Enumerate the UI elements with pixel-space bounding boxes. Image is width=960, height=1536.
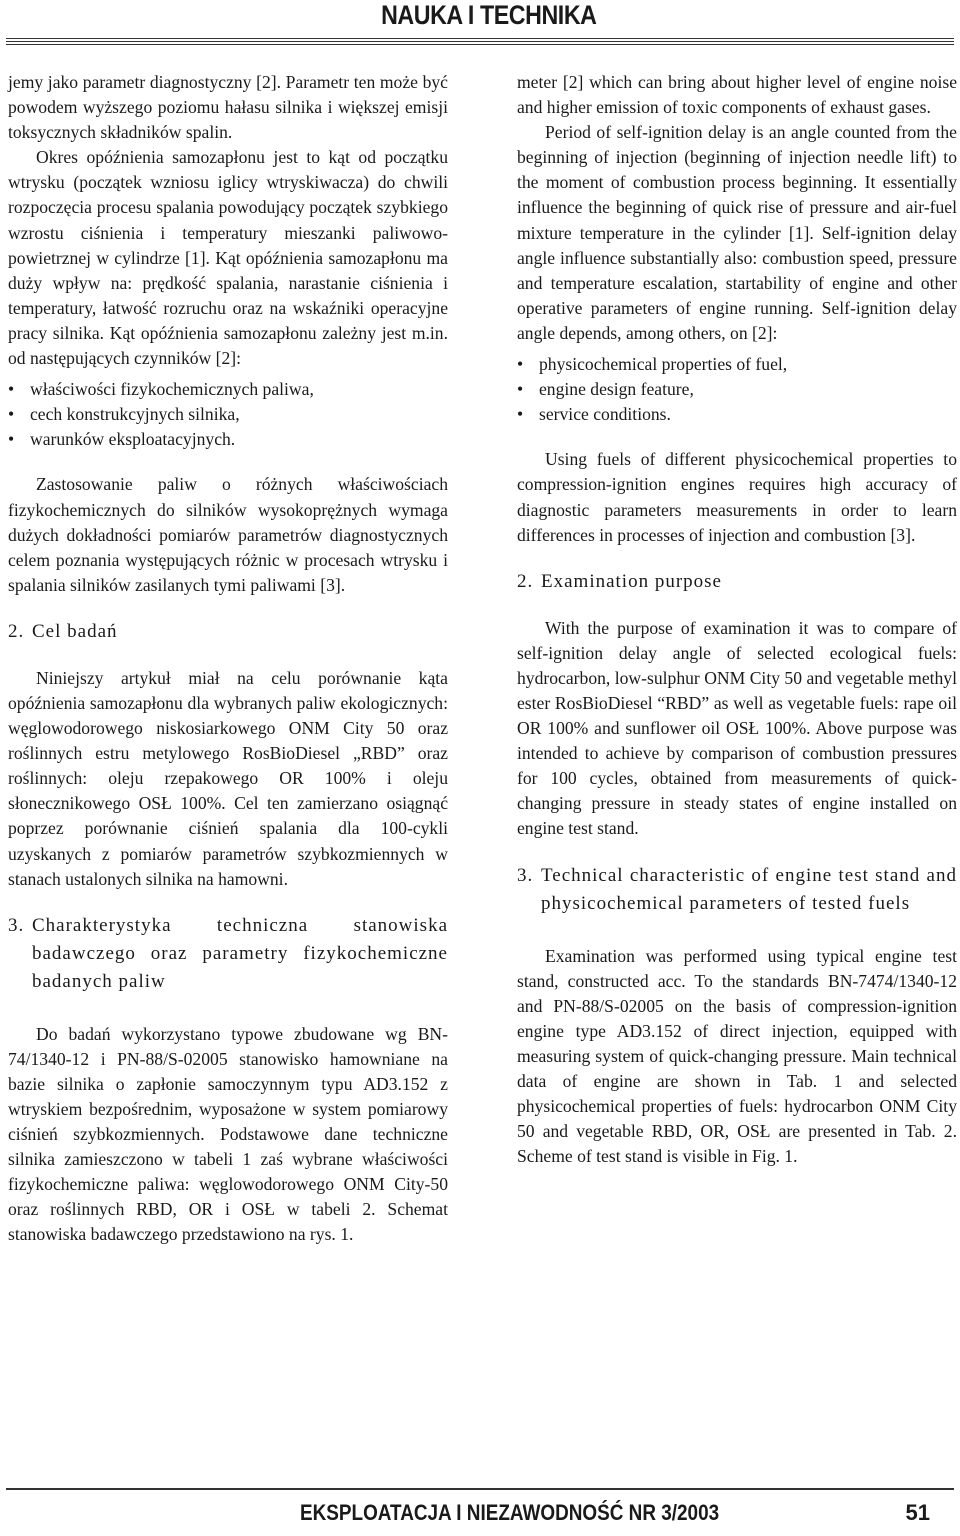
- bullet-list: [8, 377, 448, 452]
- section-number: 2.: [517, 570, 534, 592]
- section-heading: [517, 568, 957, 596]
- list-item: • właściwości fizykochemicznych paliwa,: [8, 377, 448, 402]
- list-item: • engine design feature,: [517, 377, 957, 402]
- paragraph: Period of self-ignition delay is an angle counted from the beginning of injection (beginning of injection needle lift) to the moment of combustion process beginning. It essentially influence the beginning of quick rise of pressure and air-fuel mixture temperature in the cylinder [1]. Self-ignition delay angle influence substantially also: combustion speed, pressure and temperature escalation, startability of engine and other operative parameters of engine running. Self-ignition delay angle depends, among others, on [2]:: [517, 122, 957, 343]
- section-title: Cel badań: [32, 620, 118, 642]
- section-heading: [517, 862, 957, 918]
- section-number: 3.: [517, 864, 534, 886]
- section-title: Charakterystyka techniczna stanowiska badawczego oraz parametry fizykochemiczne badanych paliw: [32, 914, 448, 992]
- page-number: 51: [905, 1500, 930, 1525]
- paragraph: jemy jako parametr diagnostyczny [2]. Parametr ten może być powodem wyższego poziomu hałasu silnika i większej emisji toksycznych składników spalin.: [8, 72, 448, 143]
- paragraph: Examination was performed using typical engine test stand, constructed acc. To the standards BN-7474/1340-12 and PN-88/S-02005 on the basis of compression-ignition engine type AD3.152 of direct injection, equipped with measuring system of quick-changing pressure. Main technical data of engine are shown in Tab. 1 and selected physicochemical properties of fuels: hydrocarbon ONM City 50 and vegetable RBD, OR, OSŁ are presented in Tab. 2. Scheme of test stand is visible in Fig. 1.: [517, 945, 957, 1167]
- paragraph: Do badań wykorzystano typowe zbudowane wg BN-74/1340-12 i PN-88/S-02005 stanowisko hamowniane na bazie silnika o zapłonie samoczynnym typu AD3.152 z wtryskiem bezpośrednim, wyposażone w system pomiarowy ciśnień szybkozmiennych. Podstawowe dane techniczne silnika zamieszczono w tabeli 1 zaś wybrane właściwości fizykochemiczne paliwa: węglowodorowego ONM City-50 oraz roślinnych RBD, OR i OSŁ w tabeli 2. Schemat stanowiska badawczego przedstawiono na rys. 1.: [8, 1023, 448, 1245]
- paragraph: Zastosowanie paliw o różnych właściwościach fizykochemicznych do silników wysokoprężnych wymaga dużych dokładności pomiarów parametrów diagnostycznych celem poznania występujących różnic w procesach wtrysku i spalania silników zasilanych tymi paliwami [3].: [8, 474, 448, 595]
- section-title: Examination purpose: [541, 570, 722, 592]
- section-title: Technical characteristic of engine test stand and physicochemical parameters of tested fuels: [541, 864, 957, 914]
- journal-section-header: NAUKA I TECHNIKA: [380, 0, 596, 30]
- paragraph: Okres opóźnienia samozapłonu jest to kąt od początku wtrysku (początek wzniosu iglicy wtryskiwacza) do chwili rozpoczęcia procesu spalania powodujący początek szybkiego wzrostu ciśnienia i temperatury mieszanki paliwowo-powietrznej w cylindrze [1]. Kąt opóźnienia samozapłonu ma duży wpływ na: prędkość spalania, narastanie ciśnienia i temperatury, łatwość rozruchu oraz na wskaźniki operacyjne pracy silnika. Kąt opóźnienia samozapłonu zależny jest m.in. od następujących czynników [2]:: [8, 147, 448, 369]
- english-column: [517, 70, 957, 1169]
- header-rule: [6, 38, 954, 45]
- footer-rule: [6, 1488, 954, 1490]
- list-item: • physicochemical properties of fuel,: [517, 352, 957, 377]
- polish-column: [8, 70, 448, 1248]
- list-item: • warunków eksploatacyjnych.: [8, 427, 448, 452]
- list-item: • service conditions.: [517, 402, 957, 427]
- section-heading: [8, 618, 448, 646]
- bullet-list: [517, 352, 957, 427]
- section-heading: [8, 912, 448, 996]
- paragraph: Niniejszy artykuł miał na celu porównanie kąta opóźnienia samozapłonu dla wybranych paliw ekologicznych: węglowodorowego niskosiarkowego ONM City 50 oraz roślinnych estru metylowego RosBioDiesel „RBD” oraz roślinnych: oleju rzepakowego OR 100% i oleju słonecznikowego OSŁ 100%. Cel ten zamierzano osiągnąć poprzez porównanie ciśnień spalania dla 100-cykli uzyskanych z pomiarów parametrów szybkozmiennych w stanach ustalonych silnika na hamowni.: [8, 667, 448, 889]
- footer-journal-title: EKSPLOATACJA I NIEZAWODNOŚĆ NR 3/2003: [300, 1500, 720, 1525]
- paragraph: Using fuels of different physicochemical properties to compression-ignition engines requires high accuracy of diagnostic parameters measurements in order to learn differences in processes of injection and combustion [3].: [517, 449, 957, 545]
- paragraph: With the purpose of examination it was to compare of self-ignition delay angle of selected ecological fuels: hydrocarbon, low-sulphur ONM City 50 and vegetable methyl ester RosBioDiesel “RBD” as well as vegetable fuels: rape oil OR 100% and sunflower oil OSŁ 100%. Above purpose was intended to achieve by comparison of combustion pressures for 100 cycles, obtained from measurements of quick-changing pressure in steady states of engine installed on engine test stand.: [517, 617, 957, 839]
- section-number: 3.: [8, 914, 25, 936]
- section-number: 2.: [8, 620, 25, 642]
- list-item: • cech konstrukcyjnych silnika,: [8, 402, 448, 427]
- paragraph: meter [2] which can bring about higher level of engine noise and higher emission of toxic components of exhaust gases.: [517, 72, 957, 118]
